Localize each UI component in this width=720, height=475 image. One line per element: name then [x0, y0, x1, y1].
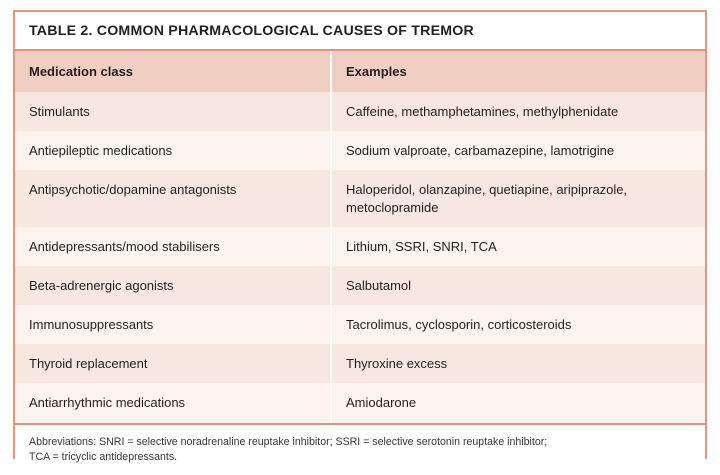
table-header-row — [15, 51, 705, 92]
cell-examples: Amiodarone — [331, 383, 705, 422]
table-row — [15, 383, 705, 422]
table-row — [15, 131, 705, 170]
table-row — [15, 227, 705, 266]
cell-medication-class: Beta-adrenergic agonists — [15, 266, 331, 305]
cell-examples: Salbutamol — [331, 266, 705, 305]
table-row — [15, 92, 705, 131]
table-row — [15, 170, 705, 226]
cell-medication-class: Antiepileptic medications — [15, 131, 331, 170]
cell-medication-class: Immunosuppressants — [15, 305, 331, 344]
footnote-line-1: Abbreviations: SNRI = selective noradrenaline reuptake inhibitor; SSRI = selective serotonin reuptake inhibitor; — [29, 435, 548, 448]
cell-medication-class: Thyroid replacement — [15, 344, 331, 383]
table-footnote — [15, 423, 705, 475]
table-row — [15, 266, 705, 305]
footnote-line-2: TCA = tricyclic antidepressants. — [29, 450, 178, 463]
table-body — [15, 92, 705, 422]
cell-examples: Haloperidol, olanzapine, quetiapine, aripiprazole, metoclopramide — [331, 170, 705, 226]
table-card — [13, 10, 707, 463]
cell-examples: Thyroxine excess — [331, 344, 705, 383]
table-head — [15, 51, 705, 92]
cell-medication-class: Antiarrhythmic medications — [15, 383, 331, 422]
cell-medication-class: Stimulants — [15, 92, 331, 131]
column-header-medication-class: Medication class — [15, 51, 331, 92]
cell-examples: Caffeine, methamphetamines, methylphenidate — [331, 92, 705, 131]
cell-examples: Lithium, SSRI, SNRI, TCA — [331, 227, 705, 266]
cell-examples: Sodium valproate, carbamazepine, lamotrigine — [331, 131, 705, 170]
cell-medication-class: Antidepressants/mood stabilisers — [15, 227, 331, 266]
cell-examples: Tacrolimus, cyclosporin, corticosteroids — [331, 305, 705, 344]
cell-medication-class: Antipsychotic/dopamine antagonists — [15, 170, 331, 226]
table-title: TABLE 2. COMMON PHARMACOLOGICAL CAUSES OF TREMOR — [15, 12, 705, 51]
table-row — [15, 344, 705, 383]
pharmacological-causes-table — [15, 51, 705, 423]
column-header-examples: Examples — [331, 51, 705, 92]
table-row — [15, 305, 705, 344]
